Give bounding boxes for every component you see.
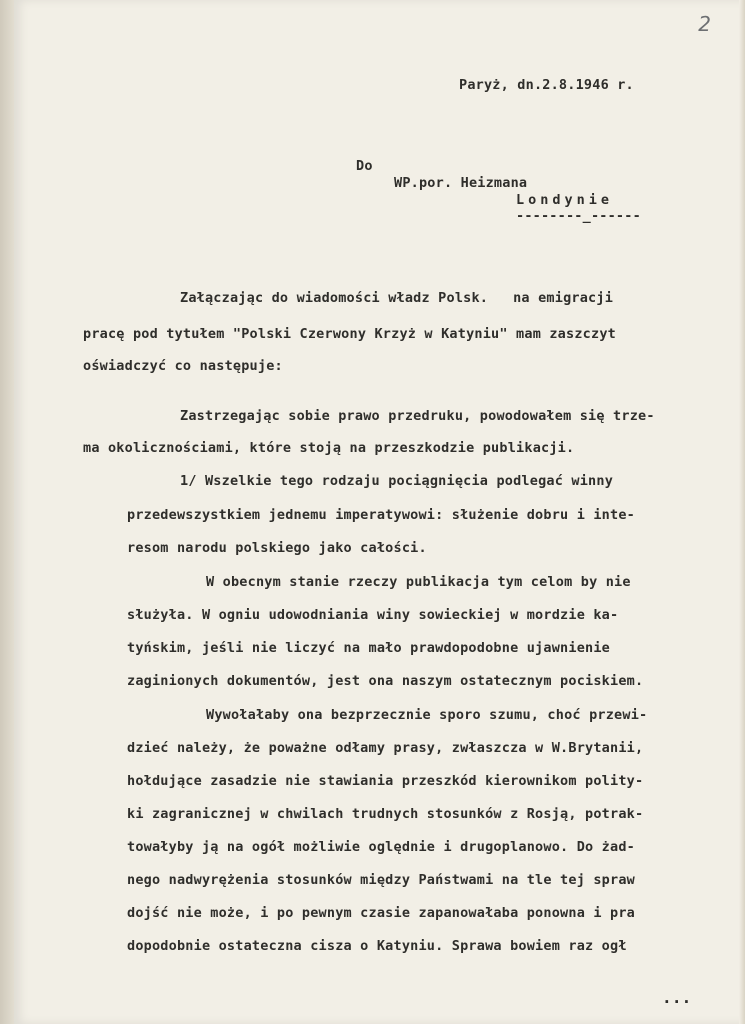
page-number: 2 [698, 12, 711, 36]
body-line-1: Załączając do wiadomości władz Polsk. na emigracji [180, 290, 614, 306]
body-line-20: dopodobnie ostateczna cisza o Katyniu. Sprawa bowiem raz ogł [127, 938, 627, 954]
body-line-12: zaginionych dokumentów, jest ona naszym ostatecznym pociskiem. [127, 673, 644, 689]
body-line-7: przedewszystkiem jednemu imperatywowi: służenie dobru i inte- [127, 507, 635, 523]
body-line-19: dojść nie może, i po pewnym czasie zapanowałaba ponowna i pra [127, 905, 635, 921]
body-line-9: W obecnym stanie rzeczy publikacja tym celom by nie [206, 574, 631, 590]
body-line-15: hołdujące zasadzie nie stawiania przeszkód kierownikom polity- [127, 773, 644, 789]
body-line-2: pracę pod tytułem "Polski Czerwony Krzyż w Katyniu" mam zaszczyt [83, 326, 616, 342]
body-line-8: resom narodu polskiego jako całości. [127, 540, 427, 556]
body-line-10: służyła. W ogniu udowodniania winy sowieckiej w mordzie ka- [127, 607, 619, 623]
page-binding-edge [0, 0, 14, 1024]
body-line-14: dzieć należy, że poważne odłamy prasy, zwłaszcza w W.Brytanii, [127, 740, 644, 756]
city-underline: --------_------ [516, 208, 641, 224]
body-line-17: towałyby ją na ogół możliwie oględnie i drugoplanowo. Do żad- [127, 839, 635, 855]
body-line-13: Wywołałaby ona bezprzecznie sporo szumu, choć przewi- [206, 707, 648, 723]
page-right-edge [739, 0, 745, 1024]
body-line-4: Zastrzegając sobie prawo przedruku, powodowałem się trze- [180, 408, 655, 424]
body-line-6: 1/ Wszelkie tego rodzaju pociągnięcia podlegać winny [180, 473, 614, 489]
body-line-3: oświadczyć co następuje: [83, 358, 283, 374]
recipient-name: WP.por. Heizmana [394, 175, 528, 191]
body-line-16: ki zagranicznej w chwilach trudnych stosunków z Rosją, potrak- [127, 806, 644, 822]
body-line-11: tyńskim, jeśli nie liczyć na mało prawdopodobne ujawnienie [127, 640, 611, 656]
body-line-5: ma okolicznościami, które stoją na przeszkodzie publikacji. [83, 440, 575, 456]
continuation-marker: ... [662, 988, 692, 1007]
date-line: Paryż, dn.2.8.1946 r. [459, 77, 634, 93]
recipient-city: Londynie [516, 192, 614, 208]
recipient-do: Do [356, 158, 373, 174]
body-line-18: nego nadwyrężenia stosunków między Państwami na tle tej spraw [127, 872, 635, 888]
